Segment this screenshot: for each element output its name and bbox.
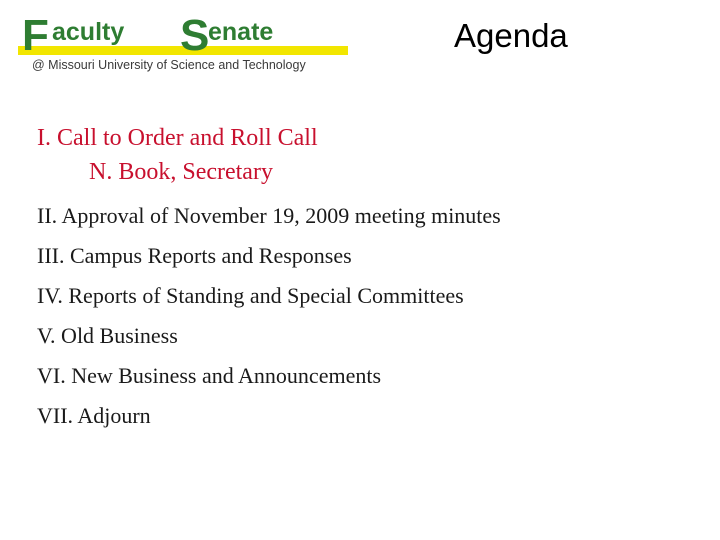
agenda-item-call-to-order: I. Call to Order and Roll Call [37, 125, 318, 151]
agenda-subitem-secretary: N. Book, Secretary [89, 159, 273, 185]
agenda-item-adjourn: VII. Adjourn [37, 403, 151, 428]
logo-letter-s: S [180, 11, 210, 60]
agenda-item-new-business: VI. New Business and Announcements [37, 363, 382, 388]
logo-subtitle: @ Missouri University of Science and Technology [32, 58, 306, 72]
agenda-item-committee-reports: IV. Reports of Standing and Special Committees [37, 283, 464, 308]
logo-word-senate: enate [208, 18, 274, 46]
logo-word-faculty: aculty [52, 18, 125, 46]
agenda-item-old-business: V. Old Business [37, 323, 178, 348]
page-title: Agenda [454, 17, 568, 54]
logo-letter-f: F [22, 11, 49, 60]
agenda-list [37, 118, 501, 436]
faculty-senate-logo [12, 6, 342, 74]
agenda-item-approval-minutes: II. Approval of November 19, 2009 meeting minutes [37, 203, 501, 228]
agenda-item-campus-reports: III. Campus Reports and Responses [37, 243, 352, 268]
